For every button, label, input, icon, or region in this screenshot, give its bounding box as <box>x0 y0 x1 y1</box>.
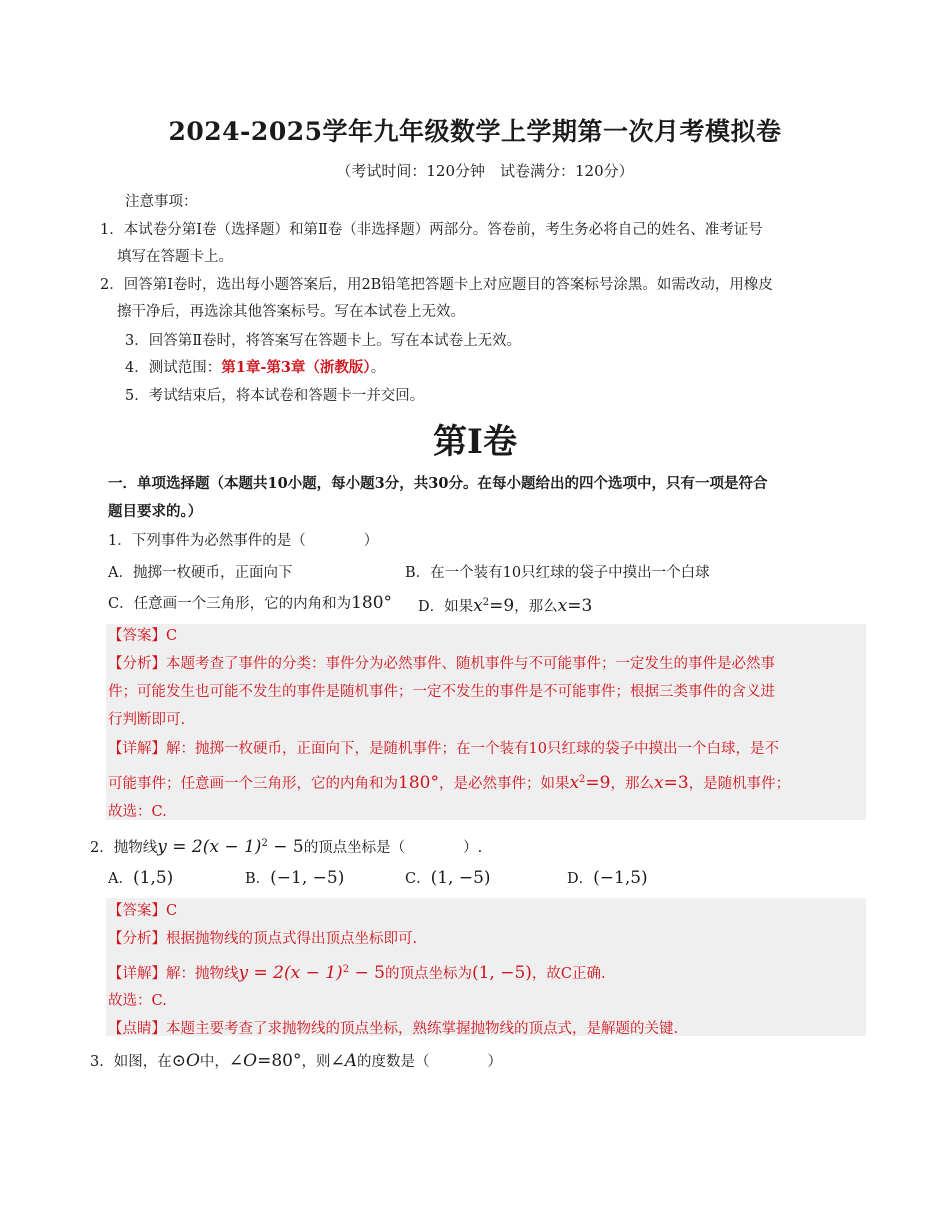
q1-analysis-text: 本题考查了事件的分类：事件分为必然事件、随机事件与不可能事件；一定发生的事件是必然事 <box>166 656 775 672</box>
q2-analysis-tag: 【分析】 <box>108 931 166 947</box>
q2-detail-a: 解：抛物线 <box>166 965 239 982</box>
q1-analysis-line3: 行判断即可. <box>108 712 186 728</box>
section-heading-cont: 题目要求的。） <box>108 503 203 520</box>
q2-stem <box>90 833 482 859</box>
q2-option-a <box>108 867 173 890</box>
q3-angle-value: =80° <box>257 1051 302 1071</box>
q2-answer-value: C <box>166 903 178 919</box>
q2-option-a-label: A． <box>108 871 133 887</box>
q2-detail-c: ，故C正确. <box>531 965 606 982</box>
q2-answer-tag: 【答案】 <box>108 903 166 919</box>
q3-stem <box>90 1050 502 1073</box>
q2-tip <box>108 1018 678 1040</box>
q1-detail-l2-eq2: =3 <box>663 772 689 793</box>
q2-tip-text: 本题主要考查了求抛物线的顶点坐标，熟练掌握抛物线的顶点式，是解题的关键. <box>166 1021 679 1037</box>
q1-option-c-math: 180° <box>351 593 393 613</box>
q3-circle-symbol: ⊙ <box>171 1051 186 1071</box>
q1-option-d-eq: =9 <box>489 595 515 616</box>
q3-stem-a: 3．如图，在 <box>90 1054 172 1070</box>
q1-option-b: B．在一个装有10只红球的袋子中摸出一个白球 <box>405 565 710 581</box>
q2-detail-b: 的顶点坐标为 <box>384 965 472 982</box>
q1-detail-tag: 【详解】 <box>108 741 166 757</box>
q1-analysis <box>108 653 775 675</box>
q1-answer-tag: 【答案】 <box>108 628 166 644</box>
q2-stem-formula2: − 5 <box>267 836 304 857</box>
q2-option-d-label: D． <box>567 871 594 887</box>
q2-detail-exp: 2 <box>342 964 350 975</box>
note-3: 3．回答第Ⅱ卷时，将答案写在答题卡上。写在本试卷上无效。 <box>125 333 522 349</box>
q1-option-c-text: C．任意画一个三角形，它的内角和为 <box>108 596 352 612</box>
q1-detail-line2 <box>108 769 790 795</box>
q2-stem-a: 2．抛物线 <box>90 839 158 856</box>
q1-detail-l2-var2: x <box>653 772 664 793</box>
q3-angle-symbol-2: ∠ <box>330 1051 345 1071</box>
test-range: 第1章-第3章（浙教版） <box>221 359 371 376</box>
q3-stem-c: ，则 <box>301 1054 331 1070</box>
q1-detail-text: 解：抛掷一枚硬币，正面向下，是随机事件；在一个装有10只红球的袋子中摸出一个白球，是不 <box>166 741 779 757</box>
note-5: 5．考试结束后，将本试卷和答题卡一并交回。 <box>125 388 425 404</box>
note-4-suffix: 。 <box>370 360 386 376</box>
q1-conclusion: 故选：C. <box>108 804 167 820</box>
q1-option-d <box>418 592 592 618</box>
q1-answer <box>108 625 177 647</box>
q1-option-d-eq2: =3 <box>567 595 593 616</box>
q1-answer-value: C <box>166 628 178 644</box>
q1-detail-l2-angle: 180° <box>398 772 439 793</box>
q1-detail <box>108 738 779 760</box>
note-1: 1．本试卷分第Ⅰ卷（选择题）和第Ⅱ卷（非选择题）两部分。答卷前，考生务必将自己的姓名、准考证号 <box>100 222 763 238</box>
q2-analysis <box>108 928 417 950</box>
q2-stem-exp: 2 <box>261 838 268 849</box>
q2-detail <box>108 959 606 985</box>
q3-stem-d: 的度数是（ ） <box>357 1054 503 1070</box>
q3-circle-var: O <box>185 1051 200 1071</box>
q1-detail-l2-exp: 2 <box>579 774 586 785</box>
q2-tip-tag: 【点睛】 <box>108 1021 166 1037</box>
q2-detail-vertex: (1, −5) <box>471 962 532 983</box>
q2-detail-tag: 【详解】 <box>108 965 166 982</box>
q1-detail-l2-a: 可能事件；任意画一个三角形，它的内角和为 <box>108 775 398 792</box>
q1-detail-l2-c: ，那么 <box>610 775 654 792</box>
page-title: 2024-2025学年九年级数学上学期第一次月考模拟卷 <box>168 117 782 146</box>
q1-option-d-text: D．如果 <box>418 598 474 615</box>
q2-analysis-text: 根据抛物线的顶点式得出顶点坐标即可. <box>166 931 418 947</box>
q3-angle-symbol: ∠ <box>228 1051 244 1071</box>
q1-stem: 1．下列事件为必然事件的是（ ） <box>108 533 379 549</box>
q3-angle-var-2: A <box>344 1051 358 1071</box>
q2-option-a-value: (1,5) <box>132 868 174 888</box>
q2-option-c <box>405 867 491 890</box>
note-4 <box>125 357 385 379</box>
q3-stem-b: 中， <box>199 1054 229 1070</box>
q1-option-d-text2: ，那么 <box>514 598 558 615</box>
exam-info: （考试时间：120分钟 试卷满分：120分） <box>336 162 634 180</box>
note-1-cont: 填写在答题卡上。 <box>117 249 233 265</box>
q2-conclusion: 故选：C. <box>108 993 167 1009</box>
q1-analysis-tag: 【分析】 <box>108 656 166 672</box>
q2-option-b-value: (−1, −5) <box>270 868 345 888</box>
q1-option-c <box>108 592 392 615</box>
q2-option-c-value: (1, −5) <box>430 868 491 888</box>
note-2-cont: 擦干净后，再选涂其他答案标号。写在本试卷上无效。 <box>117 304 465 320</box>
notes-heading: 注意事项： <box>125 194 198 210</box>
q1-detail-l2-d: ，是随机事件； <box>688 775 791 792</box>
section-heading: 一．单项选择题（本题共10小题，每小题3分，共30分。在每小题给出的四个选项中，只有一项是符合 <box>108 475 768 492</box>
volume-title: 第Ⅰ卷 <box>433 422 517 462</box>
q1-analysis-line2: 件；可能发生也可能不发生的事件是随机事件；一定不发生的事件是不可能事件；根据三类事件的含义进 <box>108 684 775 700</box>
q2-stem-b: 的顶点坐标是（ ）. <box>303 839 483 856</box>
q1-detail-l2-eq: =9 <box>585 772 611 793</box>
note-4-prefix: 4．测试范围： <box>125 360 222 376</box>
q3-angle-var: O <box>243 1051 258 1071</box>
q1-option-d-exp: 2 <box>482 597 490 608</box>
q1-option-a: A．抛掷一枚硬币，正面向下 <box>108 565 293 581</box>
q2-option-b <box>245 867 344 890</box>
q2-option-d <box>567 867 648 890</box>
q1-detail-l2-b: ，是必然事件；如果 <box>438 775 570 792</box>
q1-detail-l2-var: x <box>569 772 580 793</box>
q2-answer <box>108 900 177 922</box>
q2-option-c-label: C． <box>405 871 431 887</box>
q2-stem-formula: y = 2(x − 1) <box>157 836 262 857</box>
q2-detail-formula: y = 2(x − 1) <box>238 962 343 983</box>
q1-option-d-var2: x <box>557 595 568 616</box>
q2-option-d-value: (−1,5) <box>593 868 648 888</box>
q1-option-d-var: x <box>473 595 483 616</box>
q2-detail-formula2: − 5 <box>349 962 385 983</box>
q2-option-b-label: B． <box>245 871 271 887</box>
note-2: 2．回答第Ⅰ卷时，选出每小题答案后，用2B铅笔把答题卡上对应题目的答案标号涂黑。如需改动，用橡皮 <box>100 277 773 293</box>
